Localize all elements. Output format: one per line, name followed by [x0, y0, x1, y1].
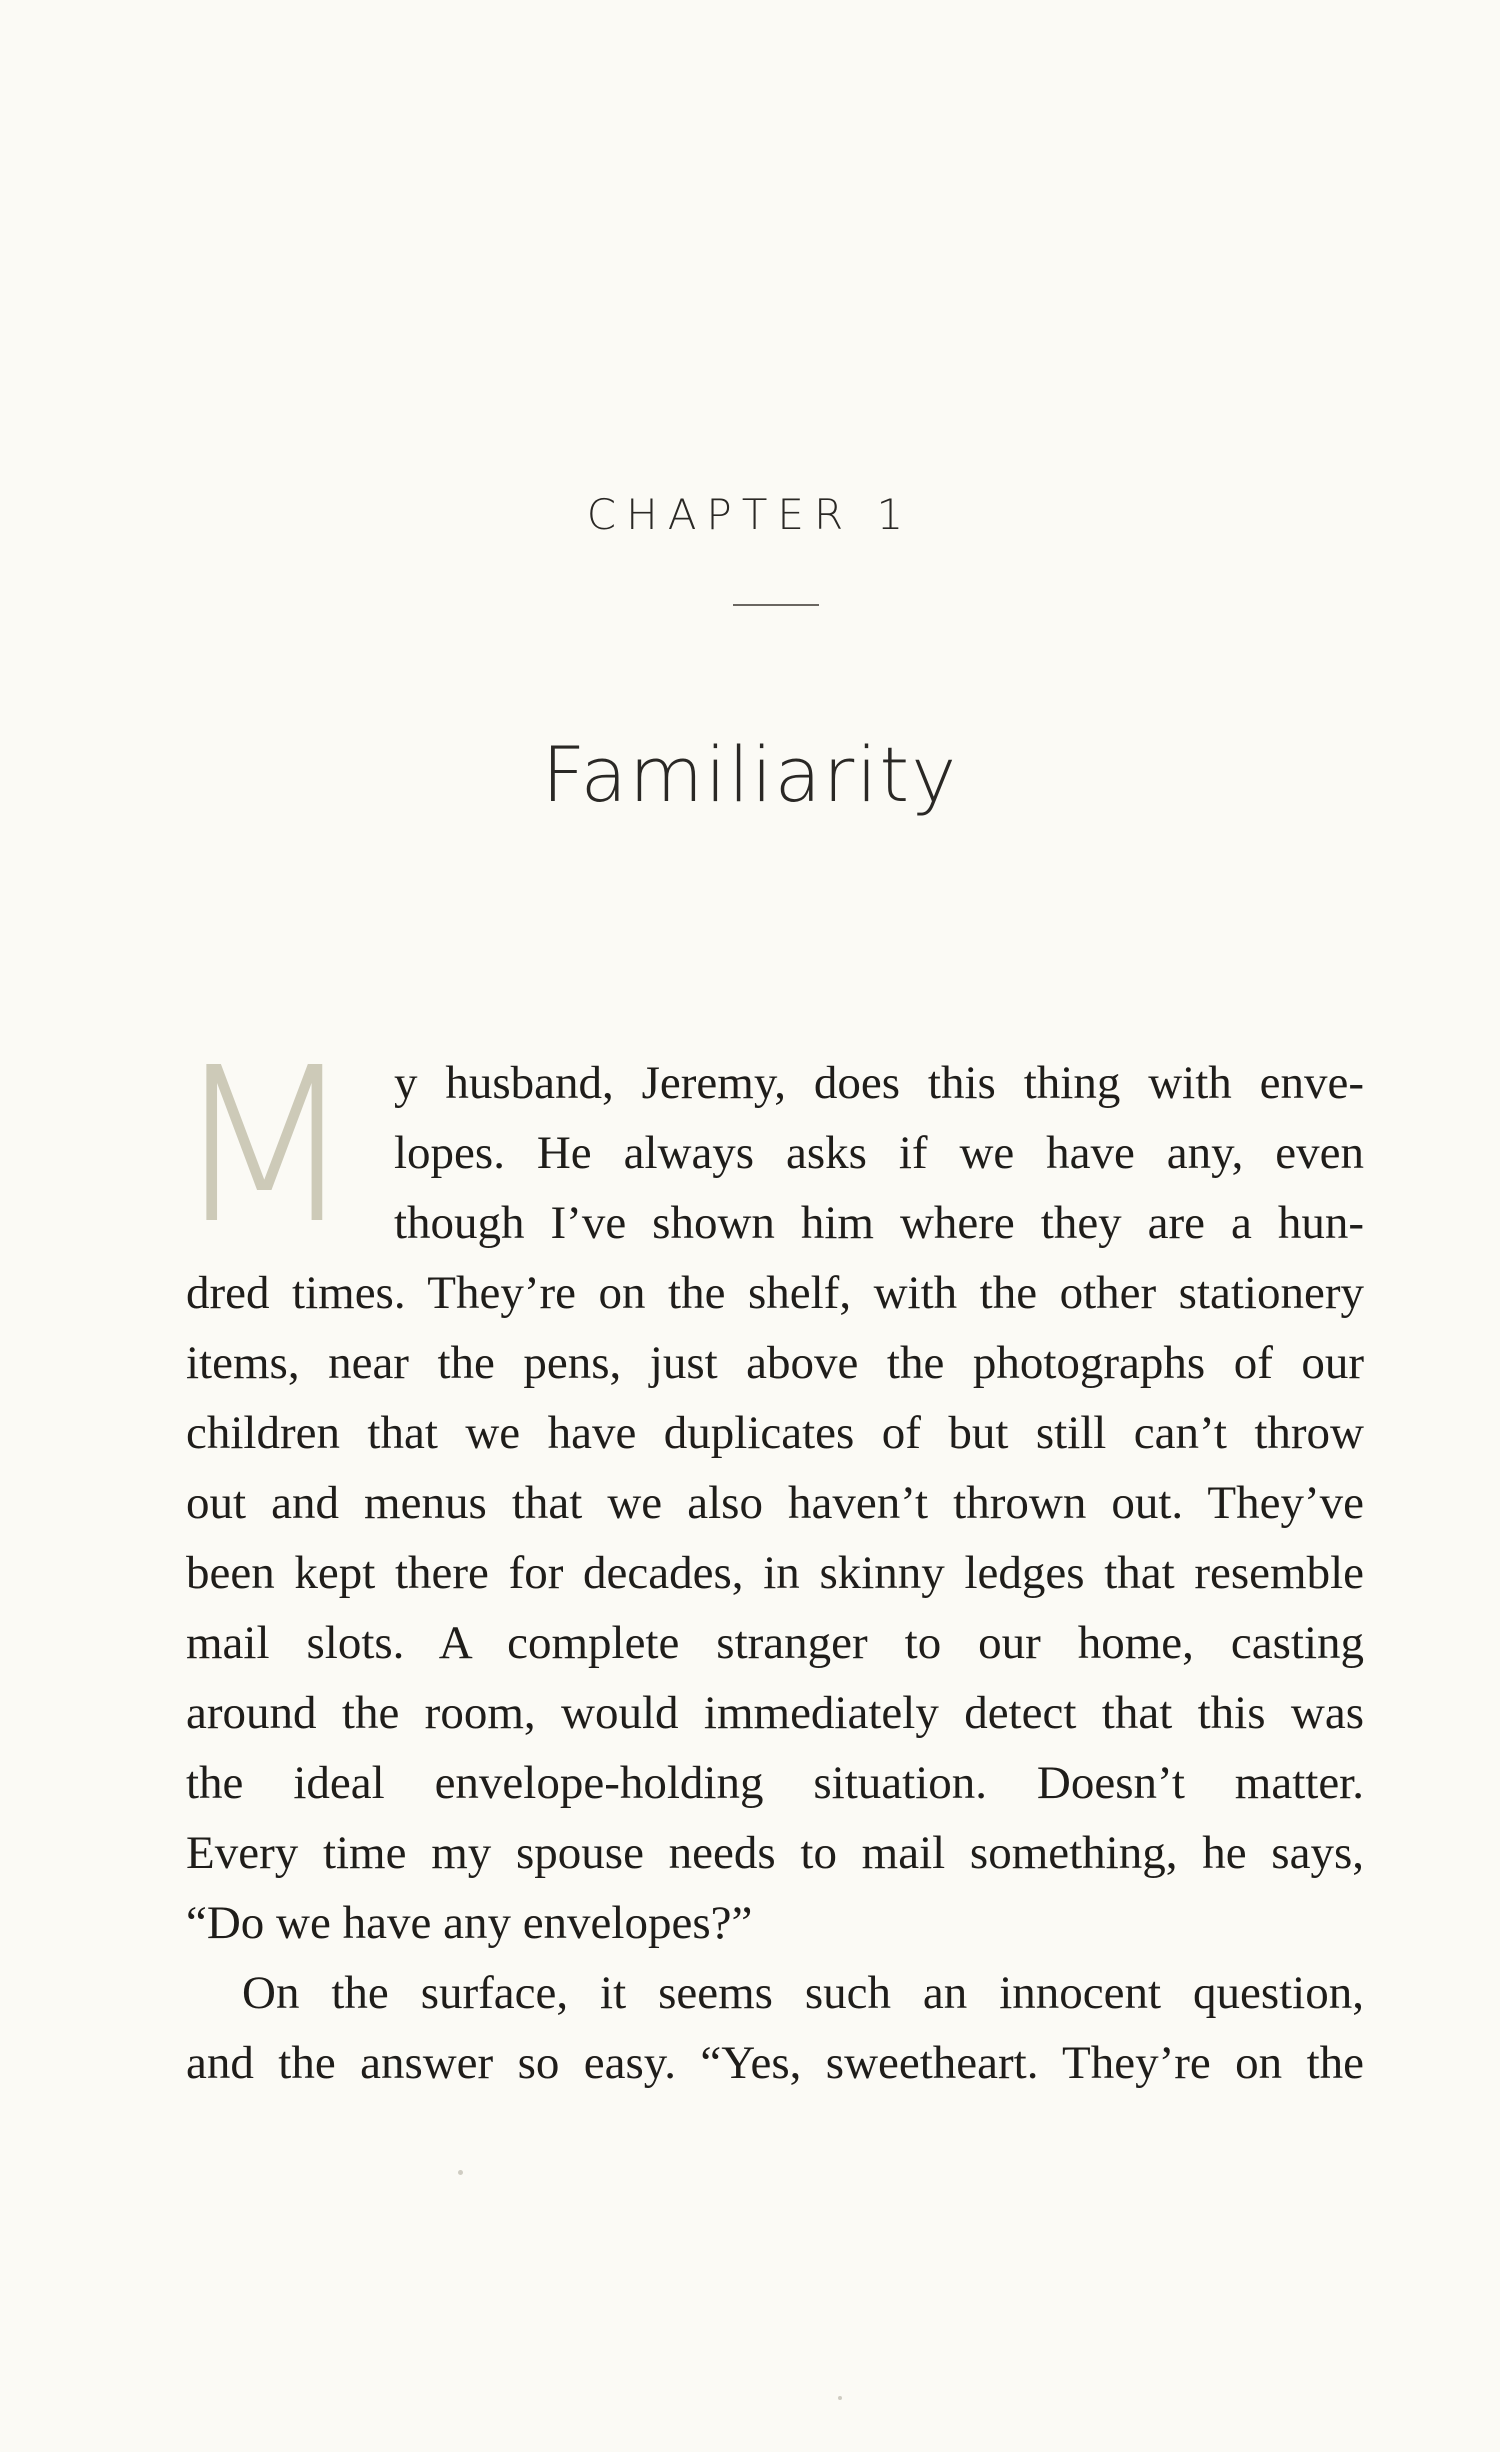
paragraph-line: Every time my spouse needs to mail something, he says,: [186, 1827, 1364, 1879]
drop-cap: M: [172, 1022, 357, 1271]
chapter-label: CHAPTER 1: [586, 490, 914, 539]
paragraph-line: lopes. He always asks if we have any, even: [394, 1127, 1364, 1179]
chapter-divider: [733, 604, 819, 606]
paper-speck: [458, 2170, 463, 2175]
paragraph-line: On the surface, it seems such an innocent question,: [242, 1967, 1364, 2019]
paper-speck: [838, 2396, 842, 2400]
paragraph-line: out and menus that we also haven’t thrown out. They’ve: [186, 1477, 1364, 1529]
paragraph-line: mail slots. A complete stranger to our home, casting: [186, 1617, 1364, 1669]
paragraph-line: items, near the pens, just above the photographs of our: [186, 1337, 1364, 1389]
paragraph-line: around the room, would immediately detect that this was: [186, 1687, 1364, 1739]
paragraph-line: dred times. They’re on the shelf, with the other stationery: [186, 1267, 1364, 1319]
paragraph-line: children that we have duplicates of but still can’t throw: [186, 1407, 1364, 1459]
paragraph-line: “Do we have any envelopes?”: [186, 1897, 753, 1949]
paragraph-line: and the answer so easy. “Yes, sweetheart. They’re on the: [186, 2037, 1364, 2089]
paragraph-line: y husband, Jeremy, does this thing with enve-: [394, 1057, 1364, 1109]
paragraph-line: been kept there for decades, in skinny ledges that resemble: [186, 1547, 1364, 1599]
paragraph-line: though I’ve shown him where they are a hun-: [394, 1197, 1364, 1249]
paragraph-line: the ideal envelope-holding situation. Doesn’t matter.: [186, 1757, 1364, 1809]
body-text: [186, 1048, 1364, 2098]
chapter-title: Familiarity: [541, 730, 959, 819]
